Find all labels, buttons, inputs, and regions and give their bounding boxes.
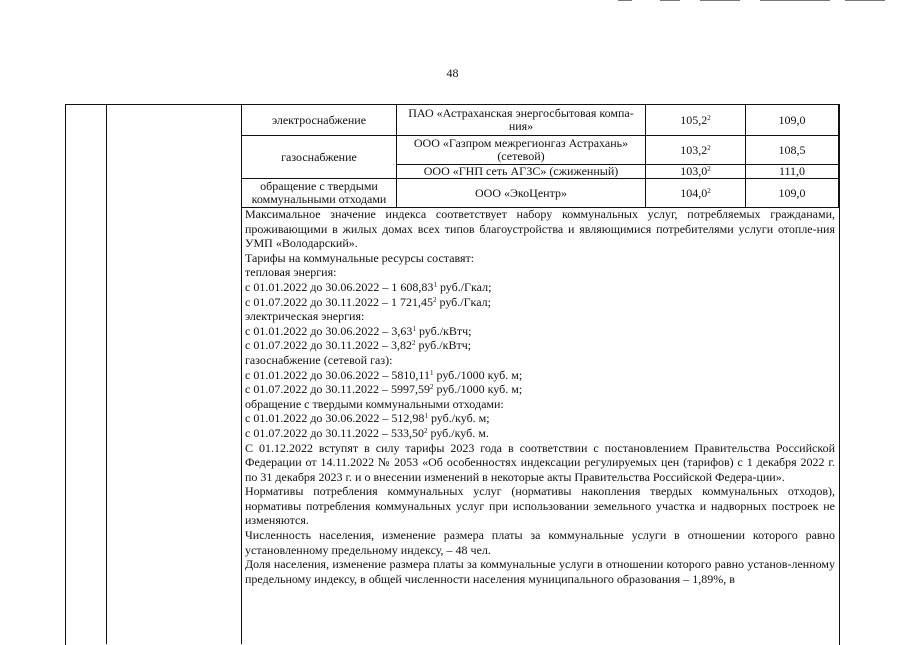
- organization-cell: ООО «Газпром межрегионгаз Астрахань» (сетевой): [397, 136, 646, 165]
- column-divider: [106, 104, 107, 644]
- tariff-notes: [245, 207, 835, 586]
- index-value-cell: 111,0: [746, 165, 839, 179]
- gas-tariff-1: с 01.01.2022 до 30.06.2022 – 5810,11$^1$ руб./1000 куб. м;: [245, 367, 523, 382]
- gas-tariff-2: с 01.07.2022 до 30.11.2022 – 5997,59$^2$ руб./1000 куб. м;: [245, 382, 523, 397]
- tariffs-heading: Тарифы на коммунальные ресурсы составят:: [245, 250, 475, 265]
- electricity-heading: электрическая энергия:: [245, 309, 365, 324]
- tariff-index-table: [241, 104, 839, 208]
- population-share-paragraph: Доля населения, изменение размера платы за коммунальные услуги в отношении которого равно установ-ленному предельному индексу, в общей численности населения муниципального образования – 1,89%, в: [245, 557, 835, 586]
- table-row: [242, 105, 839, 136]
- index-value-cell: 108,5: [746, 136, 839, 165]
- organization-cell: ООО «ГНП сеть АГЗС» (сжиженный): [397, 165, 646, 179]
- scan-edge-marks: [0, 0, 905, 4]
- waste-tariff-2: с 01.07.2022 до 30.11.2022 – 533,50$^2$ руб./куб. м.: [245, 425, 489, 440]
- index-value-cell: 105,2$^2$: [646, 105, 746, 136]
- heat-tariff-2: с 01.07.2022 до 30.11.2022 – 1 721,45$^2$ руб./Гкал;: [245, 294, 491, 309]
- table-row: [242, 179, 839, 208]
- tariffs-2023-paragraph: С 01.12.2022 вступят в силу тарифы 2023 года в соответствии с постановлением Правительства Российской Федерации от 14.11.2022 № 2053 «Об особенностях индексации регулируемых цен (тарифов) с 1 декабря 2022 г. по 31 декабря 2023 г. и о внесении изменений в некоторые акты Правительства Российской Федера-ции».: [245, 440, 835, 484]
- index-value-cell: 103,0$^2$: [646, 165, 746, 179]
- organization-cell: ООО «ЭкоЦентр»: [397, 179, 646, 208]
- heat-heading: тепловая энергия:: [245, 265, 337, 280]
- norms-paragraph: Нормативы потребления коммунальных услуг (нормативы накопления твердых коммунальных отходов), нормативы потребления коммунальных услуг при использовании земельного участка и надворных построек не изменяются.: [245, 484, 835, 528]
- max-index-paragraph: Максимальное значение индекса соответствует набору коммунальных услуг, потребляемых гражданами, проживающими в жилых домах всех типов благоустройства и являющимися потребителями услуги отопле-ния УМП «Володарский».: [245, 207, 835, 251]
- waste-heading: обращение с твердыми коммунальными отходами:: [245, 396, 504, 411]
- electricity-tariff-1: с 01.01.2022 до 30.06.2022 – 3,63$^1$ руб./кВтч;: [245, 323, 472, 338]
- population-paragraph: Численность населения, изменение размера платы за коммунальные услуги в отношении которого равно установленному предельному индексу, – 48 чел.: [245, 528, 835, 557]
- waste-tariff-1: с 01.01.2022 до 30.06.2022 – 512,98$^1$ руб./куб. м;: [245, 411, 490, 426]
- index-value-cell: 109,0: [746, 179, 839, 208]
- electricity-tariff-2: с 01.07.2022 до 30.11.2022 – 3,82$^2$ руб./кВтч;: [245, 338, 472, 353]
- service-cell: газоснабжение: [242, 136, 397, 179]
- organization-cell: ПАО «Астраханская энергосбытовая компа-ния»: [397, 105, 646, 136]
- index-value-cell: 104,0$^2$: [646, 179, 746, 208]
- page-number: 48: [446, 66, 459, 80]
- service-cell: обращение с твердыми коммунальными отходами: [242, 179, 397, 208]
- gas-heading: газоснабжение (сетевой газ):: [245, 352, 393, 367]
- table-row: [242, 136, 839, 165]
- service-cell: электроснабжение: [242, 105, 397, 136]
- index-value-cell: 109,0: [746, 105, 839, 136]
- index-value-cell: 103,2$^2$: [646, 136, 746, 165]
- heat-tariff-1: с 01.01.2022 до 30.06.2022 – 1 608,83$^1$ руб./Гкал;: [245, 279, 492, 294]
